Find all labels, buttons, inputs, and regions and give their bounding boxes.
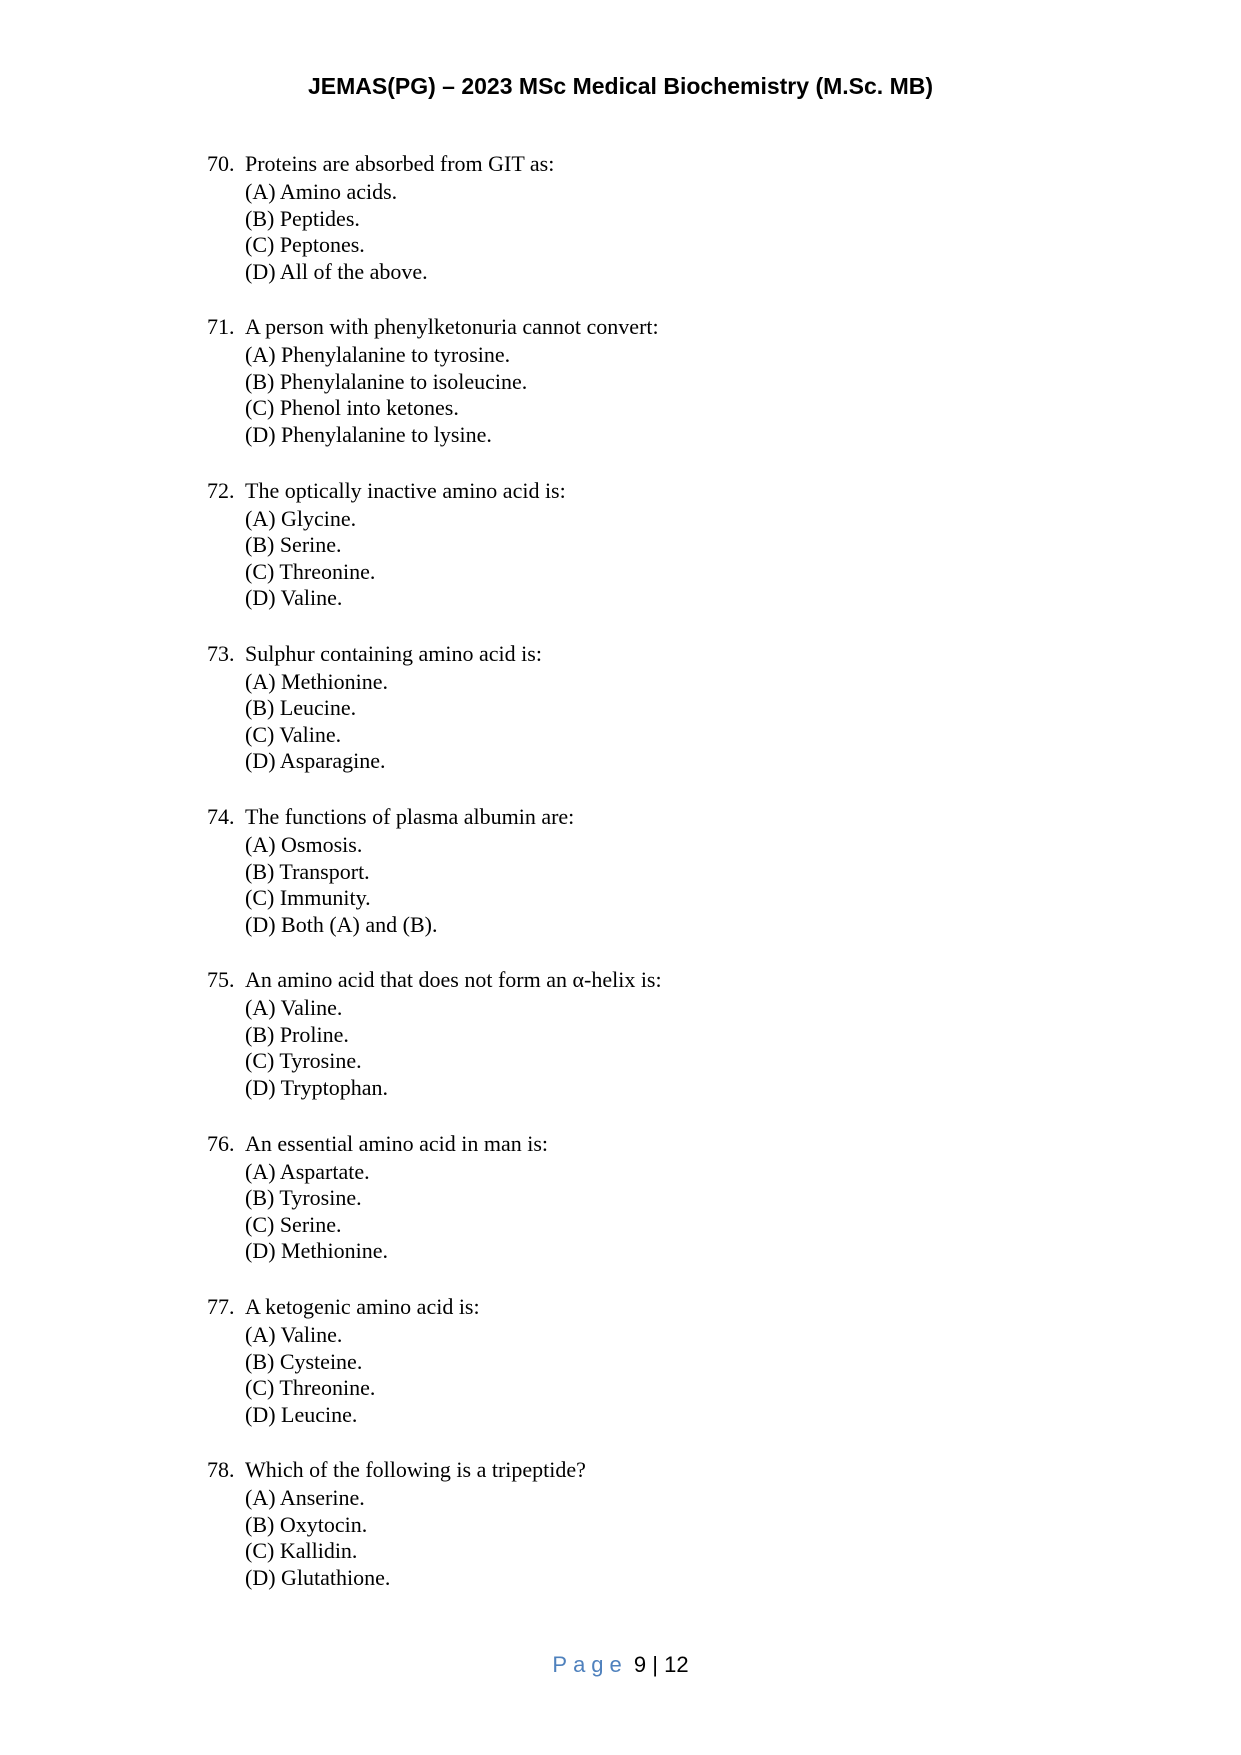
question-text: A person with phenylketonuria cannot convert: <box>245 314 659 340</box>
question-text: The functions of plasma albumin are: <box>245 804 575 830</box>
option-c: (C) Immunity. <box>245 885 371 911</box>
option-list <box>245 1485 1107 1591</box>
option-b: (B) Phenylalanine to isoleucine. <box>245 368 528 394</box>
question-73 <box>207 638 1107 801</box>
question-77 <box>207 1291 1107 1454</box>
question-72 <box>207 475 1107 638</box>
option-c: (C) Serine. <box>245 1211 342 1237</box>
question-list <box>207 148 1107 1618</box>
page-header <box>0 73 1241 100</box>
option-a: (A) Phenylalanine to tyrosine. <box>245 342 511 368</box>
option-d: (D) Methionine. <box>245 1238 388 1264</box>
option-c: (C) Threonine. <box>245 1375 376 1401</box>
question-text: A ketogenic amino acid is: <box>245 1294 480 1320</box>
question-text: Which of the following is a tripeptide? <box>245 1457 586 1483</box>
option-list <box>245 995 1107 1101</box>
question-number: 71. <box>207 314 235 340</box>
option-a: (A) Valine. <box>245 1322 343 1348</box>
question-text: The optically inactive amino acid is: <box>245 477 566 503</box>
page-number: 9 <box>633 1652 647 1677</box>
question-number: 77. <box>207 1294 235 1320</box>
option-d: (D) Tryptophan. <box>245 1074 389 1100</box>
document-title: JEMAS(PG) – 2023 MSc Medical Biochemistry (M.Sc. MB) <box>307 73 933 99</box>
question-text: An essential amino acid in man is: <box>245 1130 549 1156</box>
question-78 <box>207 1454 1107 1617</box>
option-c: (C) Phenol into ketones. <box>245 395 459 421</box>
question-text: An amino acid that does not form an α-helix is: <box>245 967 662 993</box>
option-list <box>245 1322 1107 1428</box>
option-a: (A) Osmosis. <box>245 832 363 858</box>
option-a: (A) Amino acids. <box>245 179 398 204</box>
option-list <box>245 669 1107 775</box>
question-71 <box>207 311 1107 474</box>
question-number: 74. <box>207 804 235 830</box>
question-76 <box>207 1128 1107 1291</box>
question-74 <box>207 801 1107 964</box>
option-d: (D) All of the above. <box>245 258 428 284</box>
question-text: Sulphur containing amino acid is: <box>245 640 542 666</box>
option-c: (C) Kallidin. <box>245 1538 358 1564</box>
option-list <box>245 1159 1107 1265</box>
option-list <box>245 179 1107 285</box>
total-pages: 12 <box>664 1652 689 1677</box>
question-number: 73. <box>207 640 235 666</box>
option-d: (D) Glutathione. <box>245 1564 391 1590</box>
option-list <box>245 506 1107 612</box>
question-70 <box>207 148 1107 311</box>
option-b: (B) Proline. <box>245 1021 349 1047</box>
question-number: 76. <box>207 1130 235 1156</box>
question-number: 72. <box>207 477 235 503</box>
option-d: (D) Both (A) and (B). <box>245 911 438 937</box>
page-separator: | <box>652 1652 658 1677</box>
option-list <box>245 832 1107 938</box>
question-75 <box>207 964 1107 1127</box>
option-c: (C) Peptones. <box>245 232 365 257</box>
question-text: Proteins are absorbed from GIT as: <box>245 151 555 176</box>
option-c: (C) Threonine. <box>245 558 376 584</box>
option-b: (B) Transport. <box>245 858 370 884</box>
page-label: Page <box>552 1652 628 1677</box>
option-b: (B) Leucine. <box>245 695 357 721</box>
option-c: (C) Valine. <box>245 721 342 747</box>
option-b: (B) Cysteine. <box>245 1348 363 1374</box>
option-b: (B) Oxytocin. <box>245 1511 368 1537</box>
question-number: 78. <box>207 1457 235 1483</box>
option-d: (D) Valine. <box>245 585 343 611</box>
option-a: (A) Aspartate. <box>245 1158 370 1184</box>
option-a: (A) Methionine. <box>245 668 388 694</box>
option-b: (B) Serine. <box>245 532 342 558</box>
option-a: (A) Valine. <box>245 995 343 1021</box>
option-d: (D) Leucine. <box>245 1401 358 1427</box>
option-a: (A) Glycine. <box>245 505 357 531</box>
option-d: (D) Asparagine. <box>245 748 386 774</box>
option-b: (B) Peptides. <box>245 205 360 231</box>
option-d: (D) Phenylalanine to lysine. <box>245 421 492 447</box>
question-number: 75. <box>207 967 235 993</box>
option-list <box>245 342 1107 448</box>
page-footer <box>0 1652 1241 1678</box>
option-b: (B) Tyrosine. <box>245 1185 362 1211</box>
option-a: (A) Anserine. <box>245 1485 365 1511</box>
question-number: 70. <box>207 151 235 176</box>
option-c: (C) Tyrosine. <box>245 1048 362 1074</box>
